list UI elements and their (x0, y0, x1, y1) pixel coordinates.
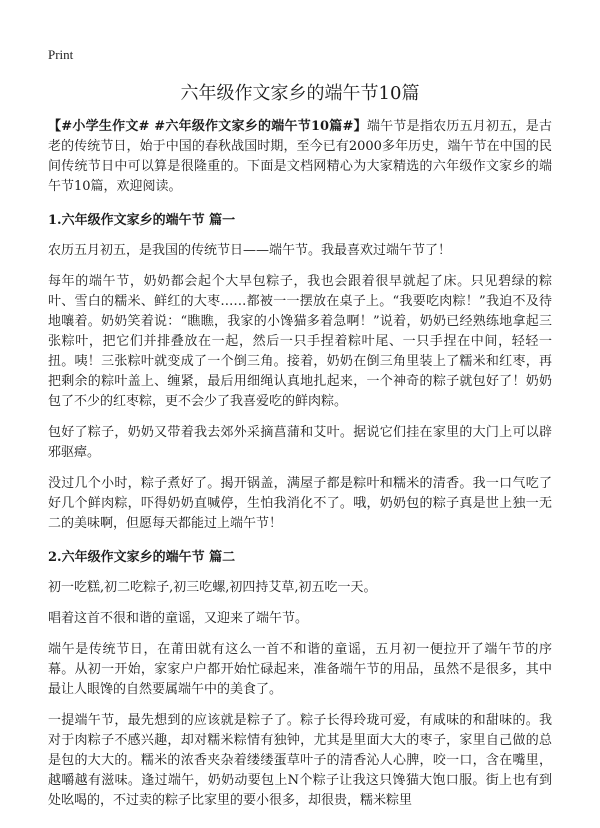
intro-tag: 【#小学生作文# #六年级作文家乡的端午节10篇#】 (48, 119, 367, 134)
section-1-paragraph: 每年的端午节，奶奶都会起个大早包粽子，我也会跟着很早就起了床。只见碧绿的粽叶、雪白的糯米、鲜红的大枣……都被一一摆放在桌子上。“我要吃肉粽！”我迫不及待地嚷着。奶奶笑着说：“瞧瞧，我家的小馋猫多着急啊！”说着，奶奶已经熟练地拿起三张粽叶，把它们并排叠放在一起，然后一只手捏着粽叶尾、一只手捏在中间，轻轻一扭。咦！三张粽叶就变成了一个倒三角。接着，奶奶在倒三角里装上了糯米和红枣，再把剩余的粽叶盖上、缠紧，最后用细绳认真地扎起来，一个神奇的粽子就包好了！奶奶包了不少的红枣粽，更不会少了我喜爱吃的鲜肉粽。 (48, 274, 552, 409)
section-1-paragraph: 包好了粽子，奶奶又带着我去郊外采摘菖蒲和艾叶。据说它们挂在家里的大门上可以辟邪驱瘴。 (48, 425, 552, 460)
section-2-paragraph: 端午是传统节日，在莆田就有这么一首不和谐的童谣，五月初一便拉开了端午节的序幕。从初一开始，家家户户都开始忙碌起来，准备端午节的用品，虽然不是很多，其中最让人眼馋的自然要属端午中的美食了。 (48, 642, 552, 697)
print-link[interactable]: Print (48, 47, 74, 62)
page-title: 六年级作文家乡的端午节10篇 (180, 83, 420, 104)
section-2-paragraph: 一提端午节，最先想到的应该就是粽子了。粽子长得玲珑可爱，有咸味的和甜味的。我对于肉粽子不感兴趣，却对糯米粽情有独钟，尤其是里面大大的枣子，家里自己做的总是包的大大的。糯米的浓香夹杂着缕缕蛋草叶子的清香沁人心脾，咬一口，含在嘴里，越嚼越有滋味。逢过端午，奶奶动要包上N个粽子让我这只馋猫大饱口服。街上也有到处吆喝的，不过卖的粽子比家里的要小很多，却很贵，糯米粽里 (48, 713, 552, 808)
section-2-paragraph: 初一吃糕,初二吃粽子,初三吃螺,初四持艾草,初五吃一天。 (48, 580, 377, 595)
section-2-paragraph: 唱着这首不很和谐的童谣，又迎来了端午节。 (48, 611, 309, 626)
section-1-paragraph: 农历五月初五，是我国的传统节日——端午节。我最喜欢过端午节了！ (48, 243, 452, 258)
section-1-paragraph: 没过几个小时，粽子煮好了。揭开锅盖，满屋子都是粽叶和糯米的清香。我一口气吃了好几个鲜肉粽，吓得奶奶直喊停，生怕我消化不了。哦，奶奶包的粽子真是世上独一无二的美味啊，但愿每天都能过上端午节！ (48, 476, 552, 531)
intro-text: 端午节是指农历五月初五，是古老的传统节日，始于中国的春秋战国时期，至今已有2000多年历史，端午节在中国的民间传统节日中可以算是很隆重的。下面是文档网精心为大家精选的六年级作文家乡的端午节10篇，欢迎阅读。 (48, 119, 552, 194)
section-heading-1: 1.六年级作文家乡的端午节 篇一 (48, 213, 236, 228)
intro-paragraph (48, 117, 552, 197)
section-heading-2: 2.六年级作文家乡的端午节 篇二 (48, 550, 236, 565)
